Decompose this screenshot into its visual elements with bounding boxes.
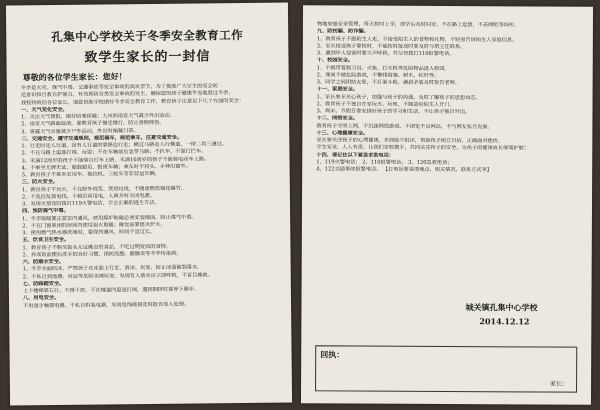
body-line: 2、家长接送孩子要按时，不能按时接送时要及时与班主任联系。 (316, 43, 466, 50)
body-line: 3、雾霾天气尽量减少户外活动，外出时佩戴口罩。 (21, 127, 139, 135)
body-line: 1、119火警电话； 2、110报警电话； 3、120急救电话； (316, 159, 453, 166)
body-line: 不用湿手触摸电器，不私自拆装电器，发现电线破损及时报告成人处理。 (23, 301, 190, 309)
body-line: 我校特致信各位家长，请您协助学校做好冬季安全教育工作，教育孩子注意以下几个方面的安全： (20, 97, 245, 106)
section-heading: 八、用电安全。 (22, 295, 60, 302)
section-heading: 五、饮食卫生安全。 (22, 237, 70, 244)
body-line: 3、发现火情及时拨打119火警电话，学会正确的逃生方法。 (21, 199, 160, 208)
body-line: 1、教育孩子不购买街头无证摊点的食品，不吃过期变质的食物。 (22, 243, 172, 251)
section-heading: 九、防拐骗、防诈骗。 (316, 28, 369, 35)
section-heading: 十、校园安全。 (316, 57, 354, 64)
body-line: 3、同学之间团结友爱，不打架斗殴，遇到矛盾及时报告老师。 (316, 79, 461, 87)
section-heading: 七、防踩踏安全。 (22, 280, 65, 288)
body-line: 1、冬季水面结冰，严禁孩子在冰面上行走、滑冰、玩耍，防止冰面破裂落水。 (22, 264, 203, 273)
parent-signature-label: 家长： (550, 380, 569, 388)
body-line: 4、122交通事故报警电话。 【打电话要说清地点、相关情况、联系方式等】 (316, 166, 492, 174)
section-heading: 十四、请记住以下紧急求助电话： (316, 151, 395, 159)
body-text-left (7, 83, 291, 311)
section-heading: 十一、家庭安全。 (316, 86, 359, 93)
greeting: 尊敬的各位学生家长：您好！ (22, 71, 127, 83)
section-heading: 十三、心理健康安全。 (316, 130, 369, 137)
letter-page-right (301, 5, 593, 405)
body-line: 2、养成饭前便后洗手的良好习惯，预防流感、腮腺炎等冬季传染病。 (22, 250, 182, 259)
body-line: 范意识和自救自护能力，有效预防各类安全事故的发生，确保您的孩子健康平安地度过冬季， (20, 90, 234, 99)
body-line: 2、不在马路上追逐打闹、玩耍；不在车辆前后急穿马路；不扒车、不强行拦车。 (21, 148, 207, 157)
body-line: 3、遇到坏人侵害时要大声呼救，并尽快拨打110报警电话。 (316, 50, 455, 58)
body-line: 4、不乘坐无牌无证、超载超员、报废车辆；乘车时不将头、手伸出窗外。 (21, 163, 191, 172)
body-line: 1、关注天气预报，做好防寒保暖；大风和雨雪天气减少外出活动。 (21, 112, 175, 121)
section-heading: 四、预防煤气中毒。 (22, 208, 69, 215)
body-line: 1、教育孩子不玩火，不在野外烧荒、焚烧垃圾，不随意燃放烟花爆竹。 (21, 185, 186, 193)
letter-page-left (6, 3, 292, 406)
body-line: 2、课间不做危险游戏，不攀爬围墙、树木、栏杆等。 (316, 72, 440, 79)
section-heading: 二、交通安全。遵守交通规则，规范骑车，规范乘车，注意交通安全。 (21, 134, 183, 143)
body-line: 教育孩子文明上网，不沉迷网络游戏，不浏览不良网站，不与网友私自见面。 (316, 122, 493, 130)
receipt-box (315, 345, 577, 392)
body-line: 1、家长要多关心孩子，加强与孩子的沟通，及时了解孩子的思想动态。 (316, 93, 481, 101)
body-line: 3、使用燃气热水器洗澡时，要保持通风，时间不宜过长。 (22, 228, 156, 237)
body-line: 2、不乱拉乱接电线，不超负荷用电，人离开时关闭电源。 (21, 192, 155, 201)
section-heading: 六、防溺水安全。 (22, 258, 65, 266)
body-line: 1、教育孩子不跟陌生人走，不接受陌生人的食物和礼物，不轻易告诉陌生人家庭信息。 (316, 35, 518, 43)
body-line: 家长要关注孩子的心理健康，多鼓励少批评，帮助孩子树立自信，正确面对挫折。 (316, 137, 504, 145)
body-line: 1、冬季取暖要注意室内通风，使用煤炉取暖必须安装烟囱，防止煤气中毒。 (22, 214, 197, 222)
signature-org: 城关镇孔集中心学校 (465, 302, 538, 313)
body-line: 2、雨雪天气路面湿滑，要教育孩子慢走慢行，防止滑倒摔伤。 (21, 120, 165, 128)
body-line: 2、教育孩子不独自在家玩火、玩电，不随意给陌生人开门。 (316, 101, 455, 108)
body-line: 1、不携带管制刀具、火柴、打火机等危险物品进入校园。 (316, 64, 450, 72)
body-line: 学生安全，人人有责。让我们家校携手，共同关注孩子的安全，为孩子的健康成长保驾护航！ (316, 144, 530, 152)
body-line: 2、不私自到池塘、河边等危险水域玩耍，发现有人落水应立即呼救，不盲目施救。 (22, 271, 213, 280)
letter-title: 孔集中心学校关于冬季安全教育工作 (51, 28, 244, 45)
body-line: 5、教育孩子不乘坐农用车、拖拉机、三轮车等非营运车辆。 (21, 170, 160, 179)
body-line: 物地加强安全管理，每天按时上学，放学后及时回家，不在路上逗留，不去网吧等场所。 (316, 21, 520, 29)
body-line: 1、行走时走人行道，没有人行道的靠路边行走；横过马路走人行横道，一停二看三通过。 (21, 141, 228, 150)
body-line: 3、未满12周岁的孩子不能骑自行车上路，未满16周岁的孩子不能骑电动车上路。 (21, 155, 210, 164)
body-line: 2、不在门窗紧闭的房间内使用炭火取暖；睡觉前要熄灭炉火。 (22, 221, 166, 230)
body-text-right (302, 5, 593, 175)
letter-subtitle: 致学生家长的一封信 (84, 49, 211, 66)
signature-date: 2014.12.12 (479, 316, 530, 327)
receipt-label: 回执： (320, 349, 345, 360)
section-heading: 十二、网络安全。 (316, 115, 358, 122)
section-heading: 一、天气变化安全。 (20, 106, 68, 114)
section-heading: 三、防火安全。 (21, 179, 59, 186)
body-line: 3、周末、节假日要安排好孩子的学习和生活，不让孩子独自外出。 (316, 108, 471, 116)
body-line: 上下楼梯靠右行，不推不挤，不在楼道内追逐打闹，遇到拥挤时要停下脚步。 (22, 286, 200, 295)
body-line: 冬季是火灾、煤气中毒、交通事故等安全事故的高发季节，为了提高广大学生的安全防 (20, 83, 218, 92)
